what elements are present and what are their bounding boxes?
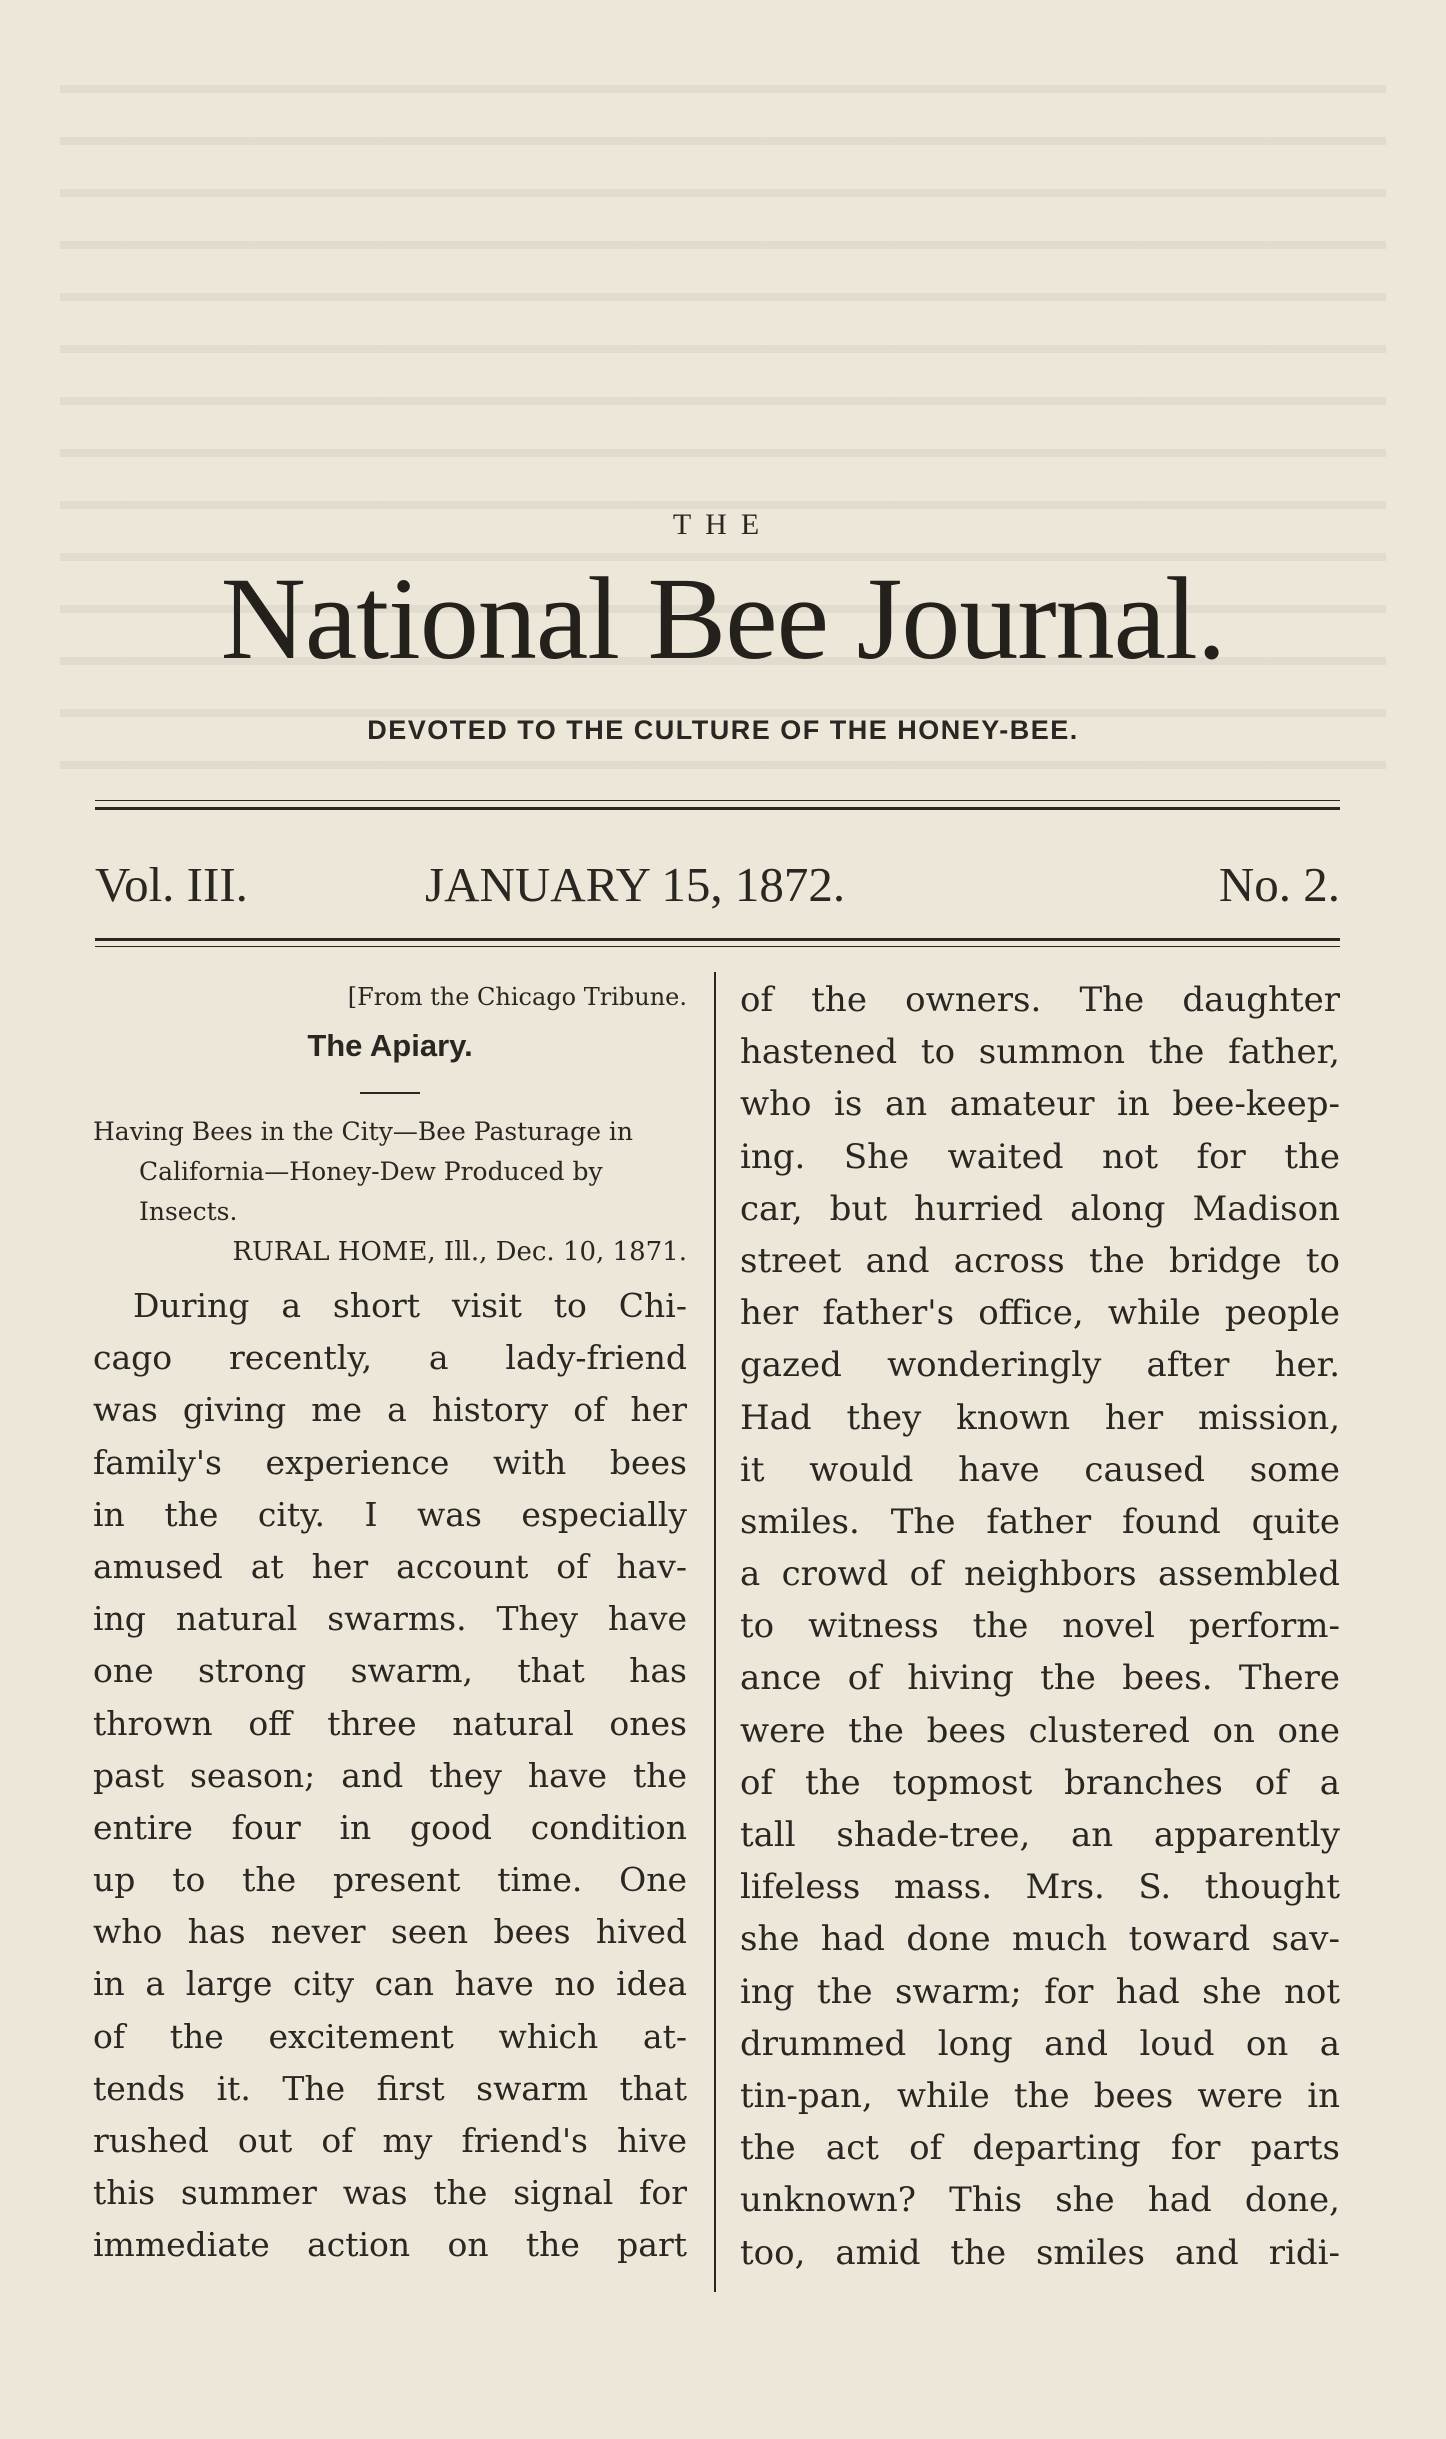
body-line: the act of departing for parts — [740, 2128, 1340, 2169]
left-column — [93, 980, 687, 2272]
body-line: too, amid the smiles and ridi- — [740, 2232, 1340, 2273]
column-divider — [714, 972, 716, 2292]
issue-rule-bottom — [95, 946, 1340, 947]
body-line: past season; and they have the — [93, 1755, 687, 1795]
body-line: in a large city can have no idea — [93, 1964, 687, 2004]
article-dateline: RURAL HOME, Ill., Dec. 10, 1871. — [232, 1237, 687, 1267]
article-subhead: Having Bees in the City—Bee Pasturage in California—Honey-Dew Produced by Insects. — [93, 1117, 634, 1226]
body-line: thrown off three natural ones — [93, 1703, 687, 1743]
left-body — [93, 1280, 687, 2272]
body-line: During a short visit to Chi- — [133, 1286, 687, 1325]
masthead-title: National Bee Journal. — [220, 553, 1226, 684]
right-body — [740, 974, 1340, 2279]
body-line: who is an amateur in bee-keep- — [740, 1084, 1340, 1125]
body-line: lifeless mass. Mrs. S. thought — [740, 1867, 1340, 1908]
masthead-the: THE — [672, 508, 774, 541]
body-line: of the excitement which at- — [93, 2016, 687, 2056]
volume-label: Vol. III. — [95, 857, 248, 912]
body-line: entire four in good condition — [93, 1807, 687, 1847]
body-line: rushed out of my friend's hive — [93, 2121, 687, 2160]
body-line: street and across the bridge to — [740, 1240, 1340, 1281]
body-line: this summer was the signal for — [93, 2173, 687, 2213]
title-rule — [360, 1092, 420, 1094]
body-line: ing. She waited not for the — [740, 1136, 1340, 1177]
body-line: immediate action on the part — [93, 2225, 687, 2265]
body-line: who has never seen bees hived — [93, 1912, 687, 1952]
body-line: her father's office, while people — [740, 1293, 1340, 1334]
body-line: cago recently, a lady-friend — [93, 1338, 687, 1378]
body-line: of the owners. The daughter — [740, 980, 1340, 1020]
article-source: [From the Chicago Tribune. — [347, 983, 687, 1011]
body-line: one strong swarm, that has — [93, 1651, 687, 1691]
body-line: of the topmost branches of a — [740, 1762, 1340, 1803]
body-line: drummed long and loud on a — [740, 2023, 1340, 2064]
body-line: hastened to summon the father, — [740, 1032, 1340, 1073]
issue-date: JANUARY 15, 1872. — [425, 857, 846, 912]
body-line: amused at her account of hav- — [93, 1546, 687, 1586]
body-line: tall shade-tree, an apparently — [740, 1815, 1340, 1855]
body-line: smiles. The father found quite — [740, 1501, 1340, 1542]
body-line: it would have caused some — [740, 1449, 1340, 1490]
body-line: gazed wonderingly after her. — [740, 1345, 1340, 1386]
body-line: were the bees clustered on one — [740, 1710, 1340, 1751]
body-line: family's experience with bees — [93, 1442, 687, 1482]
body-line: ance of hiving the bees. There — [740, 1658, 1340, 1699]
issue-rule-top — [95, 938, 1340, 941]
masthead-rule-top — [95, 800, 1340, 801]
body-line: tends it. The first swarm that — [93, 2068, 687, 2108]
body-line: ing natural swarms. They have — [93, 1599, 687, 1639]
body-line: in the city. I was especially — [93, 1494, 687, 1534]
article-title: The Apiary. — [307, 1028, 473, 1063]
body-line: unknown? This she had done, — [740, 2180, 1340, 2221]
masthead-rule-bottom — [95, 807, 1340, 810]
right-column — [740, 980, 1340, 2279]
body-line: a crowd of neighbors assembled — [740, 1554, 1340, 1595]
body-line: up to the present time. One — [93, 1860, 687, 1900]
body-line: ing the swarm; for had she not — [740, 1971, 1340, 2012]
body-line: car, but hurried along Madison — [740, 1188, 1340, 1229]
body-line: to witness the novel perform- — [740, 1606, 1340, 1647]
body-line: was giving me a history of her — [93, 1390, 687, 1430]
body-line: she had done much toward sav- — [740, 1919, 1340, 1960]
body-line: Had they known her mission, — [740, 1397, 1340, 1438]
body-line: tin-pan, while the bees were in — [740, 2075, 1340, 2116]
masthead-subtitle: DEVOTED TO THE CULTURE OF THE HONEY-BEE. — [367, 715, 1079, 745]
issue-number: No. 2. — [1218, 857, 1340, 912]
